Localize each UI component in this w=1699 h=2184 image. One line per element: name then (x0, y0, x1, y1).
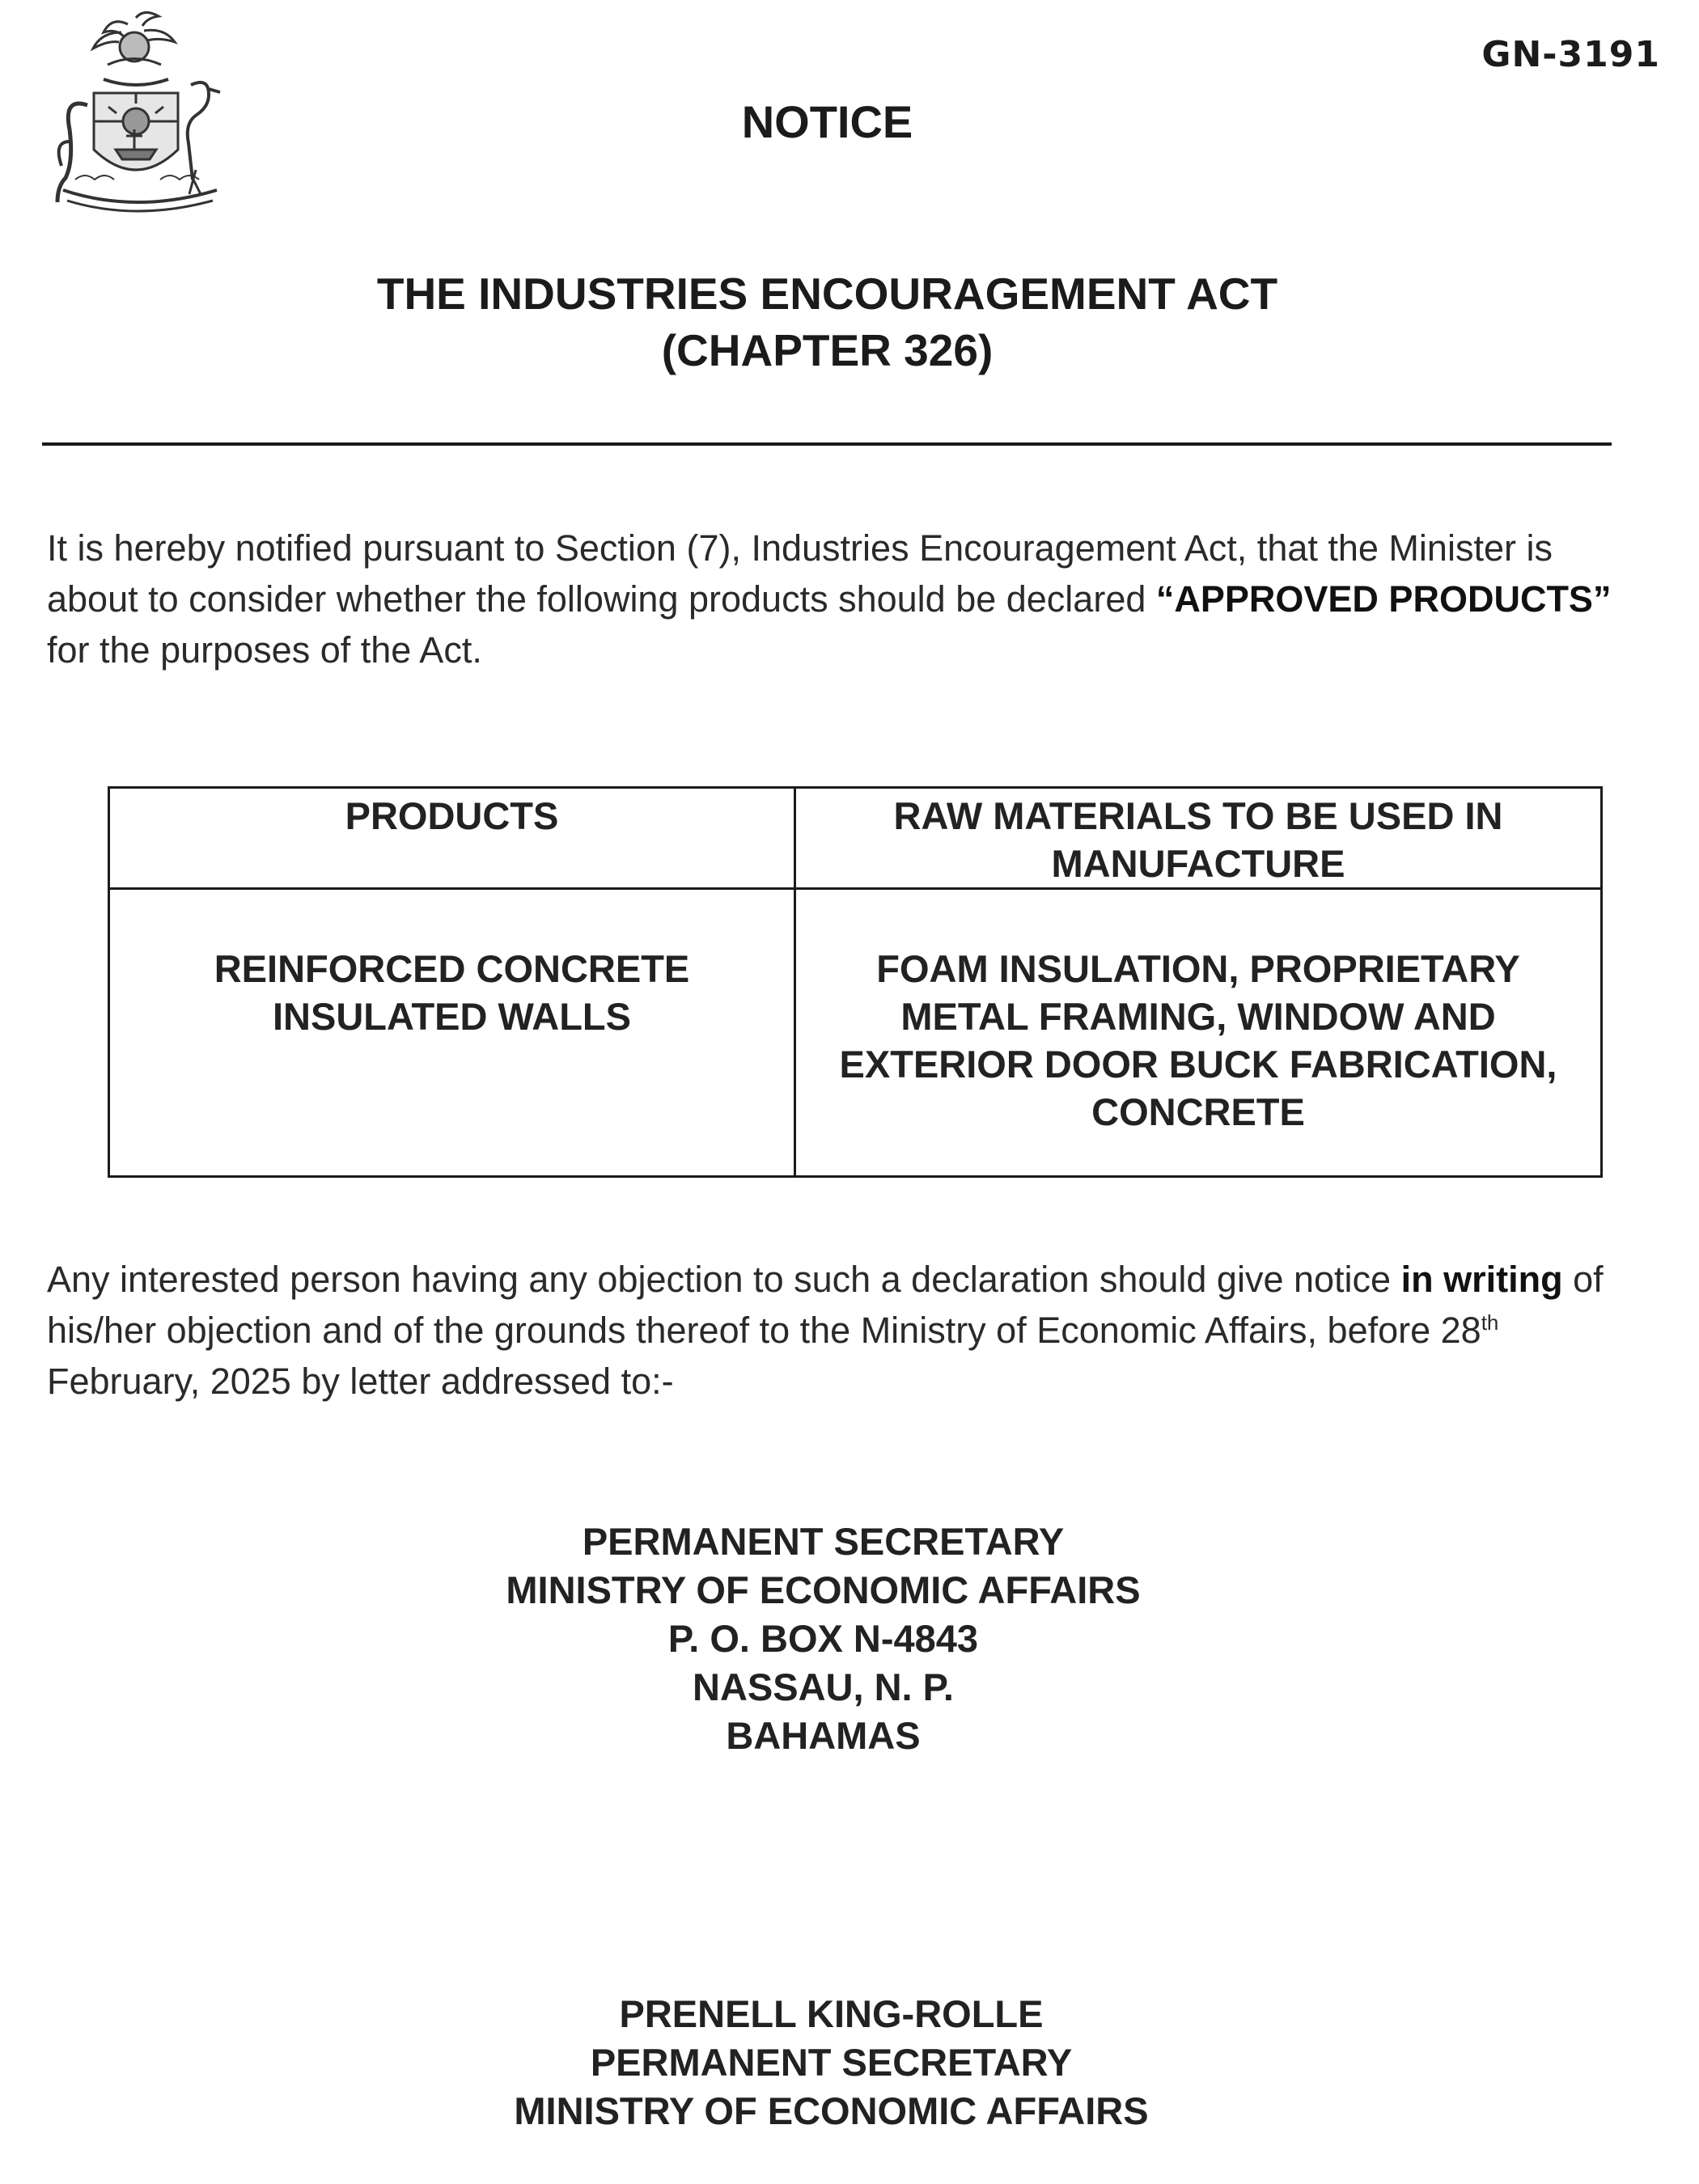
mailing-address (0, 1517, 1646, 1760)
horizontal-rule (42, 442, 1612, 446)
signature-block (0, 1990, 1663, 2135)
signatory-name: PRENELL KING-ROLLE (619, 1992, 1044, 2035)
act-title (0, 265, 1655, 379)
act-title-line2: (CHAPTER 326) (661, 325, 994, 375)
gazette-notice-number: GN-3191 (1481, 34, 1660, 75)
table-row (109, 889, 1602, 1177)
table-header-row (109, 788, 1602, 889)
address-line: NASSAU, N. P. (693, 1666, 954, 1708)
objection-text-middle: of his/her objection and of the grounds thereof to the Ministry of Economic Affairs, before 28 (47, 1259, 1604, 1351)
objection-superscript: th (1481, 1310, 1499, 1335)
objection-text-after: February, 2025 by letter addressed to:- (47, 1361, 674, 1402)
address-line: MINISTRY OF ECONOMIC AFFAIRS (506, 1568, 1141, 1611)
header-products: PRODUCTS (109, 788, 795, 889)
objection-paragraph (47, 1254, 1633, 1407)
intro-emphasis: “APPROVED PRODUCTS” (1155, 578, 1612, 620)
objection-text-before: Any interested person having any objection to such a declaration should give notice (47, 1259, 1401, 1300)
intro-text-before: It is hereby notified pursuant to Section (7), Industries Encouragement Act, that the Minister is about to consider whether the following products should be declared (47, 527, 1553, 620)
objection-emphasis: in writing (1400, 1259, 1563, 1300)
address-line: BAHAMAS (726, 1714, 921, 1757)
address-line: PERMANENT SECRETARY (582, 1520, 1065, 1563)
header-raw-materials: RAW MATERIALS TO BE USED IN MANUFACTURE (795, 788, 1602, 889)
intro-text-after: for the purposes of the Act. (47, 629, 482, 671)
signatory-ministry: MINISTRY OF ECONOMIC AFFAIRS (514, 2089, 1149, 2132)
cell-raw-materials: FOAM INSULATION, PROPRIETARY METAL FRAMING, WINDOW AND EXTERIOR DOOR BUCK FABRICATION, CONCRETE (795, 889, 1602, 1177)
notice-title: NOTICE (741, 96, 913, 147)
signatory-title: PERMANENT SECRETARY (590, 2041, 1073, 2084)
intro-paragraph (47, 523, 1633, 675)
products-table (108, 786, 1603, 1178)
address-line: P. O. BOX N-4843 (667, 1617, 979, 1660)
cell-product: REINFORCED CONCRETE INSULATED WALLS (109, 889, 795, 1177)
act-title-line1: THE INDUSTRIES ENCOURAGEMENT ACT (376, 269, 1278, 319)
